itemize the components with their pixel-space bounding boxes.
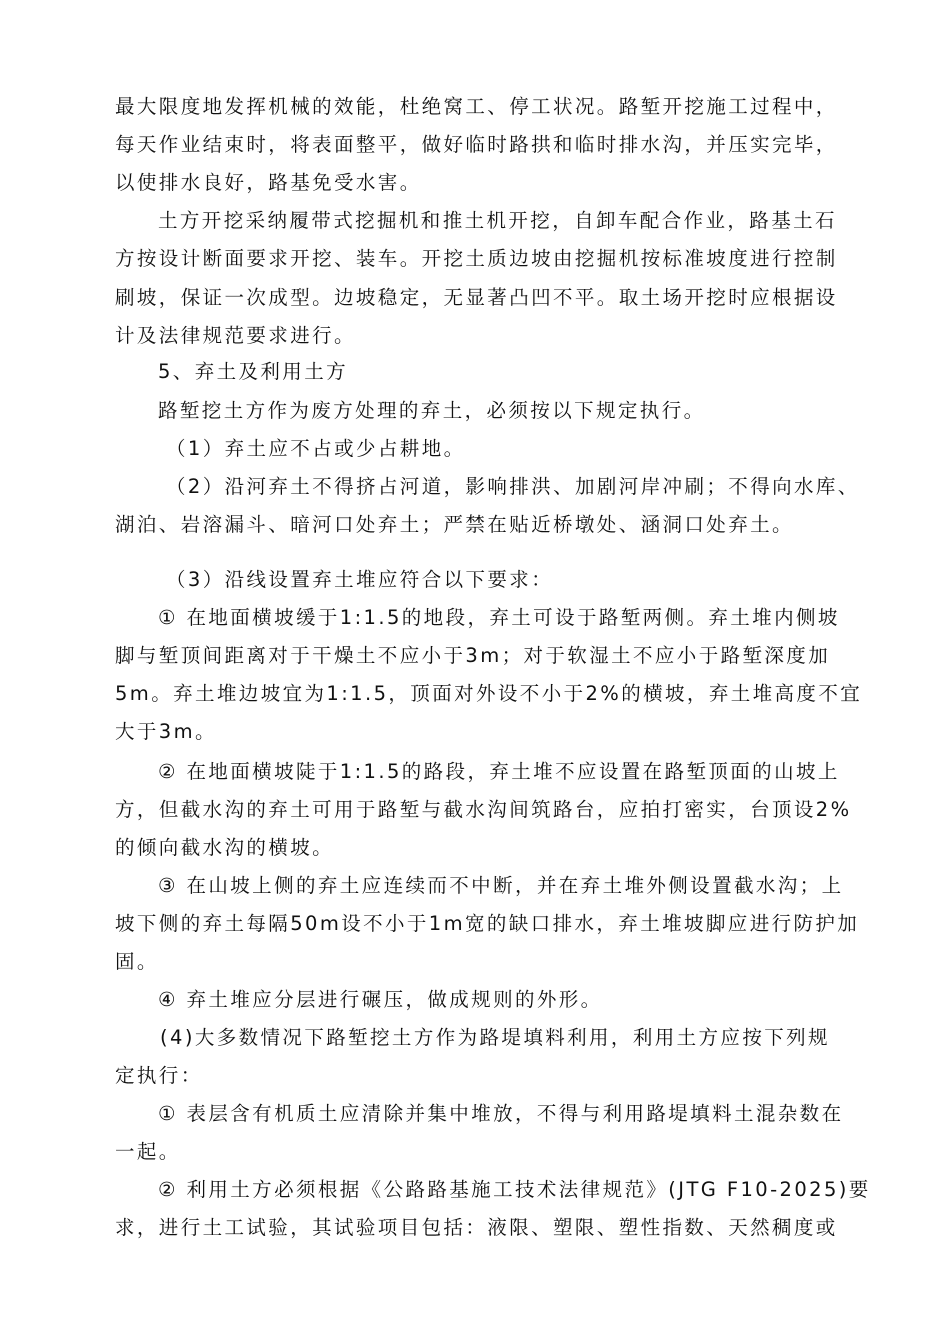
text-line: 求，进行土工试验，其试验项目包括：液限、塑限、塑性指数、天然稠度或 [115,1216,838,1239]
list-item: ① 表层含有机质土应清除并集中堆放，不得与利用路堤填料土混杂数在 [158,1102,844,1125]
text-line: 以使排水良好，路基免受水害。 [115,171,422,194]
list-item: （2）沿河弃土不得挤占河道，影响排洪、加剧河岸冲刷；不得向水库、 [166,475,860,498]
list-item: （3）沿线设置弃土堆应符合以下要求： [166,568,554,591]
list-item: ③ 在山坡上侧的弃土应连续而不中断，并在弃土堆外侧设置截水沟；上 [158,874,844,897]
text-line: 湖泊、岩溶漏斗、暗河口处弃土；严禁在贴近桥墩处、涵洞口处弃土。 [115,513,794,536]
text-line: 脚与堑顶间距离对于干燥土不应小于3m；对于软湿土不应小于路堑深度加 [115,644,831,667]
text-line: 定执行： [115,1064,203,1087]
text-line: 刷坡，保证一次成型。边坡稳定，无显著凸凹不平。取土场开挖时应根据设 [115,286,838,309]
text-line: 的倾向截水沟的横坡。 [115,836,335,859]
list-item: ④ 弃土堆应分层进行碾压，做成规则的外形。 [158,988,603,1011]
text-line: 最大限度地发挥机械的效能，杜绝窝工、停工状况。路堑开挖施工过程中， [115,95,838,118]
list-item: （1）弃土应不占或少占耕地。 [166,437,466,460]
text-line: 5m。弃土堆边坡宜为1:1.5，顶面对外设不小于2%的横坡，弃土堆高度不宜 [115,682,863,705]
paragraph-start: 土方开挖采纳履带式挖掘机和推土机开挖，自卸车配合作业，路基土石 [158,209,837,232]
text-line: 固。 [115,950,159,973]
text-line: 方，但截水沟的弃土可用于路堑与截水沟间筑路台，应拍打密实，台顶设2% [115,798,852,821]
list-item: ② 利用土方必须根据《公路路基施工技术法律规范》(JTG F10-2025)要 [158,1178,871,1201]
list-item: (4)大多数情况下路堑挖土方作为路堤填料利用，利用土方应按下列规 [160,1026,830,1049]
text-line: 计及法律规范要求进行。 [115,324,356,347]
text-line: 一起。 [115,1140,181,1163]
text-line: 每天作业结束时，将表面整平，做好临时路拱和临时排水沟，并压实完毕， [115,133,838,156]
text-line: 方按设计断面要求开挖、装车。开挖土质边坡由挖掘机按标准坡度进行控制 [115,247,838,270]
text-line: 坡下侧的弃土每隔50m设不小于1m宽的缺口排水，弃土堆坡脚应进行防护加 [115,912,860,935]
list-item: ① 在地面横坡缓于1:1.5的地段，弃土可设于路堑两侧。弃土堆内侧坡 [158,606,840,629]
paragraph-start: 路堑挖土方作为废方处理的弃土，必须按以下规定执行。 [158,399,706,422]
section-heading: 5、弃土及利用土方 [158,360,349,383]
text-line: 大于3m。 [115,720,217,743]
list-item: ② 在地面横坡陡于1:1.5的路段，弃土堆不应设置在路堑顶面的山坡上 [158,760,840,783]
